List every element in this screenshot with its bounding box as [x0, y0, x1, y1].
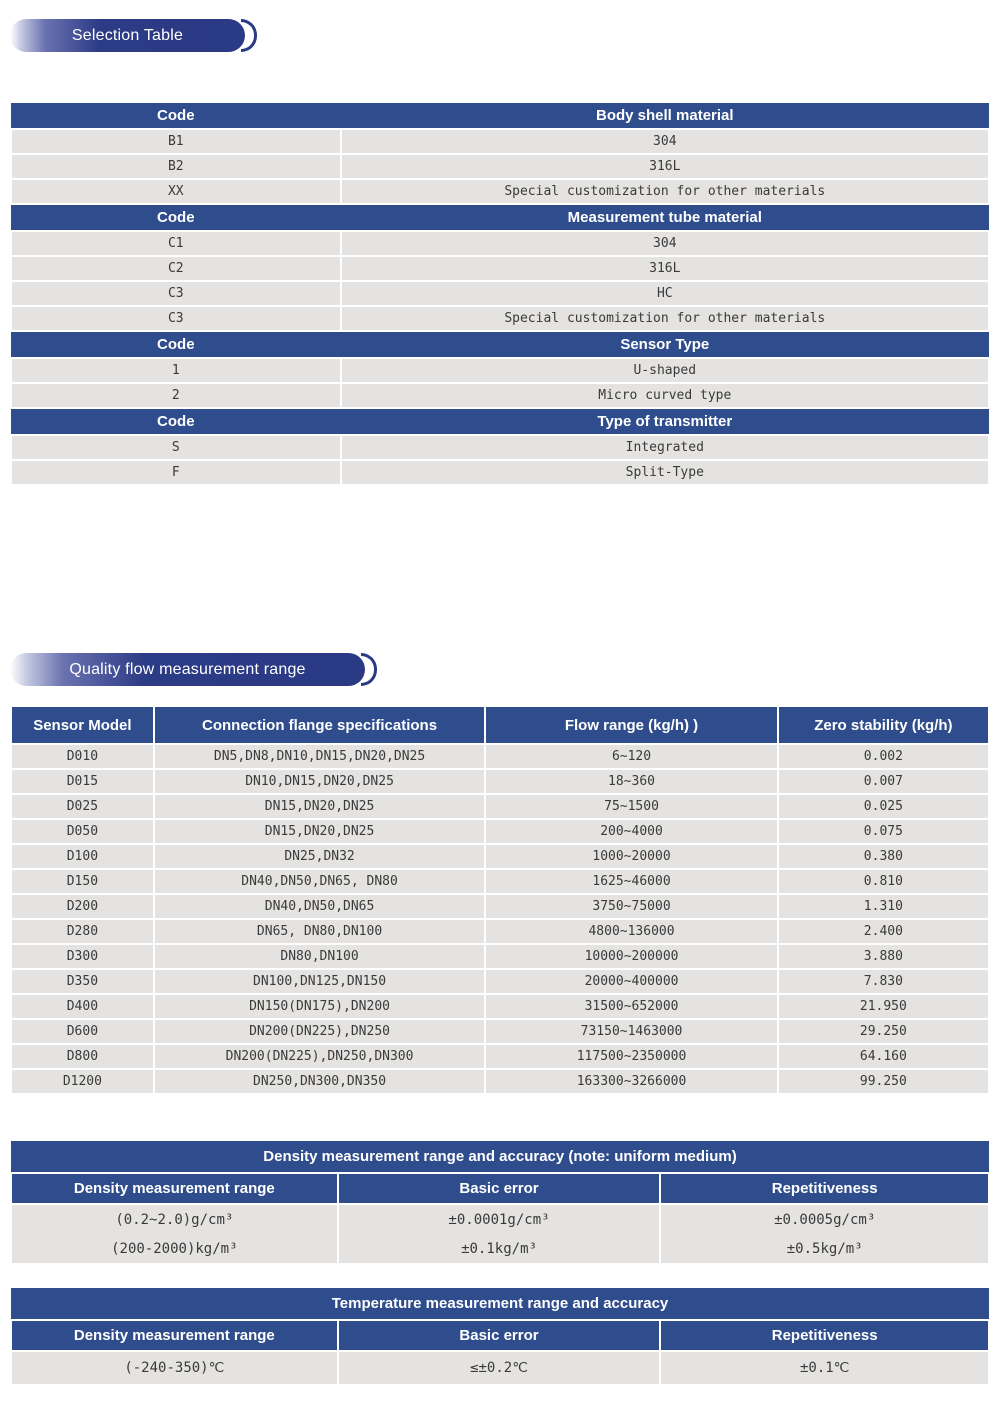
cell: 304: [341, 129, 989, 154]
cell: 163300~3266000: [485, 1069, 777, 1094]
column-header: Density measurement range: [11, 1173, 338, 1204]
cell: Micro curved type: [341, 383, 989, 408]
cell: (200-2000)kg/m³: [11, 1234, 338, 1264]
column-header: Basic error: [338, 1320, 661, 1351]
selection-header-row: [11, 331, 989, 358]
flow-header-row: [11, 706, 989, 744]
selection-row: [11, 256, 989, 281]
cell: ±0.1℃: [660, 1351, 989, 1385]
selection-header-row: [11, 204, 989, 231]
column-header: Type of transmitter: [341, 408, 989, 435]
cell: DN200(DN225),DN250,DN300: [154, 1044, 486, 1069]
cell: 0.002: [778, 744, 989, 769]
cell: 0.007: [778, 769, 989, 794]
cell: DN150(DN175),DN200: [154, 994, 486, 1019]
cell: 2.400: [778, 919, 989, 944]
cell: Special customization for other materials: [341, 306, 989, 331]
cell: 64.160: [778, 1044, 989, 1069]
temperature-title-row: [11, 1288, 989, 1320]
flow-row: [11, 794, 989, 819]
flow-row: [11, 844, 989, 869]
cell: 7.830: [778, 969, 989, 994]
cell: D280: [11, 919, 154, 944]
cell: D010: [11, 744, 154, 769]
flow-row: [11, 1019, 989, 1044]
cell: 304: [341, 231, 989, 256]
cell: DN100,DN125,DN150: [154, 969, 486, 994]
flow-row: [11, 869, 989, 894]
density-row: [11, 1204, 989, 1234]
cell: 99.250: [778, 1069, 989, 1094]
cell: 29.250: [778, 1019, 989, 1044]
cell: DN40,DN50,DN65, DN80: [154, 869, 486, 894]
flow-row: [11, 894, 989, 919]
column-header: Code: [11, 408, 341, 435]
selection-row: [11, 383, 989, 408]
cell: D150: [11, 869, 154, 894]
cell: D050: [11, 819, 154, 844]
density-title-row: [11, 1141, 989, 1173]
density-row: [11, 1234, 989, 1264]
cell: 73150~1463000: [485, 1019, 777, 1044]
cell: HC: [341, 281, 989, 306]
cell: C3: [11, 306, 341, 331]
flow-row: [11, 944, 989, 969]
cell: ±0.0001g/cm³: [338, 1204, 661, 1234]
flow-range-table: [10, 705, 990, 1095]
cell: 18~360: [485, 769, 777, 794]
selection-header-row: [11, 408, 989, 435]
cell: DN15,DN20,DN25: [154, 794, 486, 819]
cell: D400: [11, 994, 154, 1019]
cell: 0.810: [778, 869, 989, 894]
cell: D600: [11, 1019, 154, 1044]
flow-row: [11, 969, 989, 994]
cell: 3.880: [778, 944, 989, 969]
column-header: Basic error: [338, 1173, 661, 1204]
cell: Special customization for other materials: [341, 179, 989, 204]
selection-table: [10, 103, 990, 486]
cell: D015: [11, 769, 154, 794]
cell: D200: [11, 894, 154, 919]
cell: 0.380: [778, 844, 989, 869]
cell: DN15,DN20,DN25: [154, 819, 486, 844]
section-badge-label: Quality flow measurement range: [69, 660, 306, 678]
cell: Integrated: [341, 435, 989, 460]
flow-row: [11, 769, 989, 794]
cell: DN250,DN300,DN350: [154, 1069, 486, 1094]
cell: C2: [11, 256, 341, 281]
column-header: Zero stability (kg/h): [778, 706, 989, 744]
cell: 316L: [341, 154, 989, 179]
cell: D350: [11, 969, 154, 994]
cell: XX: [11, 179, 341, 204]
cell: F: [11, 460, 341, 485]
cell: ±0.5kg/m³: [660, 1234, 989, 1264]
cell: DN200(DN225),DN250: [154, 1019, 486, 1044]
column-header: Density measurement range: [11, 1320, 338, 1351]
selection-row: [11, 435, 989, 460]
cell: 2: [11, 383, 341, 408]
cell: (-240-350)℃: [11, 1351, 338, 1385]
cell: 1000~20000: [485, 844, 777, 869]
cell: 0.025: [778, 794, 989, 819]
cell: D800: [11, 1044, 154, 1069]
cell: Split-Type: [341, 460, 989, 485]
cell: 316L: [341, 256, 989, 281]
temperature-row: [11, 1351, 989, 1385]
flow-row: [11, 1069, 989, 1094]
cell: 6~120: [485, 744, 777, 769]
cell: 21.950: [778, 994, 989, 1019]
selection-row: [11, 129, 989, 154]
cell: (0.2~2.0)g/cm³: [11, 1204, 338, 1234]
cell: DN5,DN8,DN10,DN15,DN20,DN25: [154, 744, 486, 769]
flow-row: [11, 819, 989, 844]
selection-row: [11, 231, 989, 256]
cell: D1200: [11, 1069, 154, 1094]
cell: D025: [11, 794, 154, 819]
cell: DN80,DN100: [154, 944, 486, 969]
cell: DN40,DN50,DN65: [154, 894, 486, 919]
cell: C3: [11, 281, 341, 306]
cell: U-shaped: [341, 358, 989, 383]
cell: ±0.1kg/m³: [338, 1234, 661, 1264]
cell: 10000~200000: [485, 944, 777, 969]
column-header: Code: [11, 331, 341, 358]
cell: C1: [11, 231, 341, 256]
density-accuracy-table: [10, 1141, 990, 1265]
selection-row: [11, 281, 989, 306]
cell: ±0.0005g/cm³: [660, 1204, 989, 1234]
selection-row: [11, 358, 989, 383]
column-header: Sensor Model: [11, 706, 154, 744]
column-header: Body shell material: [341, 103, 989, 129]
flow-row: [11, 919, 989, 944]
cell: DN25,DN32: [154, 844, 486, 869]
cell: 20000~400000: [485, 969, 777, 994]
cell: 75~1500: [485, 794, 777, 819]
flow-row: [11, 744, 989, 769]
section-badge-label: Selection Table: [71, 26, 184, 44]
table-title: Density measurement range and accuracy (note: uniform medium): [11, 1141, 989, 1173]
column-header: Repetitiveness: [660, 1173, 989, 1204]
cell: 3750~75000: [485, 894, 777, 919]
column-header: Connection flange specifications: [154, 706, 486, 744]
column-header: Flow range (kg/h) ): [485, 706, 777, 744]
column-header: Sensor Type: [341, 331, 989, 358]
cell: B2: [11, 154, 341, 179]
cell: 1: [11, 358, 341, 383]
cell: DN10,DN15,DN20,DN25: [154, 769, 486, 794]
cell: D100: [11, 844, 154, 869]
column-header: Repetitiveness: [660, 1320, 989, 1351]
cell: 1625~46000: [485, 869, 777, 894]
selection-row: [11, 154, 989, 179]
cell: ≤±0.2℃: [338, 1351, 661, 1385]
cell: 0.075: [778, 819, 989, 844]
cell: DN65, DN80,DN100: [154, 919, 486, 944]
cell: S: [11, 435, 341, 460]
table-title: Temperature measurement range and accuracy: [11, 1288, 989, 1320]
cell: D300: [11, 944, 154, 969]
cell: 4800~136000: [485, 919, 777, 944]
flow-row: [11, 1044, 989, 1069]
temperature-accuracy-table: [10, 1288, 990, 1386]
column-header: Code: [11, 204, 341, 231]
section-badge-selection-table: [10, 19, 245, 52]
column-header: Code: [11, 103, 341, 129]
density-header-row: [11, 1173, 989, 1204]
cell: 31500~652000: [485, 994, 777, 1019]
cell: B1: [11, 129, 341, 154]
selection-row: [11, 306, 989, 331]
temperature-header-row: [11, 1320, 989, 1351]
selection-row: [11, 179, 989, 204]
flow-row: [11, 994, 989, 1019]
section-badge-flow-range: [10, 653, 365, 686]
selection-header-row: [11, 103, 989, 129]
cell: 200~4000: [485, 819, 777, 844]
column-header: Measurement tube material: [341, 204, 989, 231]
cell: 117500~2350000: [485, 1044, 777, 1069]
cell: 1.310: [778, 894, 989, 919]
selection-row: [11, 460, 989, 485]
